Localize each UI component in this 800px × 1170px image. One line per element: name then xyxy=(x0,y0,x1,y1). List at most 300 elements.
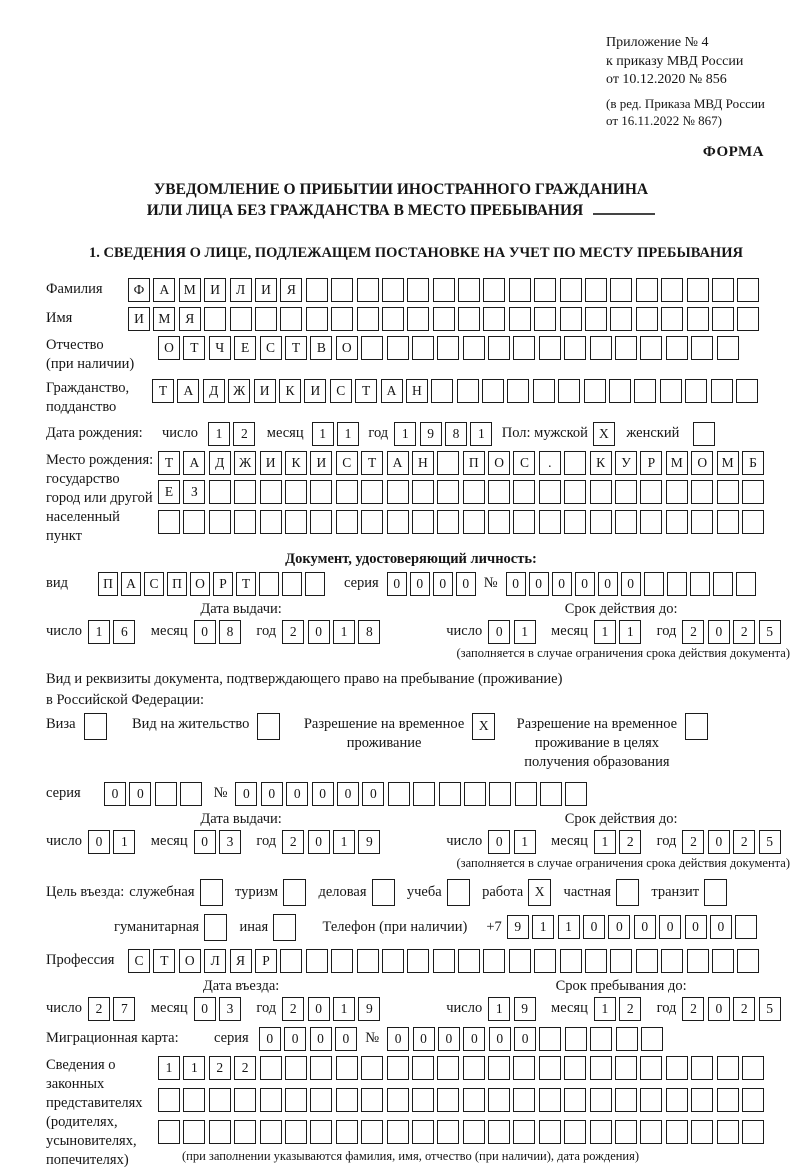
char-cell[interactable]: 1 xyxy=(158,1056,180,1080)
char-cell[interactable] xyxy=(513,336,535,360)
char-cell[interactable] xyxy=(509,278,531,302)
char-cell[interactable]: 0 xyxy=(621,572,641,596)
sex-female-checkbox[interactable] xyxy=(693,422,718,446)
char-cell[interactable] xyxy=(412,1088,434,1112)
char-cell[interactable]: 0 xyxy=(194,997,216,1021)
residence-valid-day-cells[interactable] xyxy=(488,830,539,854)
char-cell[interactable]: Т xyxy=(153,949,175,973)
char-cell[interactable]: О xyxy=(488,451,510,475)
char-cell[interactable]: 0 xyxy=(284,1027,306,1051)
char-cell[interactable] xyxy=(533,379,555,403)
representatives-cells-row3[interactable] xyxy=(158,1120,767,1144)
char-cell[interactable] xyxy=(667,572,687,596)
char-cell[interactable] xyxy=(666,480,688,504)
char-cell[interactable] xyxy=(412,1056,434,1080)
char-cell[interactable] xyxy=(285,1120,307,1144)
char-cell[interactable]: 1 xyxy=(558,915,580,939)
char-cell[interactable] xyxy=(539,336,561,360)
char-cell[interactable] xyxy=(464,782,486,806)
char-cell[interactable] xyxy=(513,1120,535,1144)
char-cell[interactable] xyxy=(539,1056,561,1080)
char-cell[interactable] xyxy=(361,480,383,504)
char-cell[interactable]: 0 xyxy=(634,915,656,939)
char-cell[interactable] xyxy=(717,1088,739,1112)
char-cell[interactable]: 1 xyxy=(333,830,355,854)
char-cell[interactable] xyxy=(361,1088,383,1112)
char-cell[interactable] xyxy=(691,1056,713,1080)
char-cell[interactable] xyxy=(273,914,296,941)
char-cell[interactable] xyxy=(565,782,587,806)
char-cell[interactable] xyxy=(439,782,461,806)
char-cell[interactable] xyxy=(539,510,561,534)
char-cell[interactable] xyxy=(412,480,434,504)
char-cell[interactable] xyxy=(280,307,302,331)
char-cell[interactable] xyxy=(463,480,485,504)
char-cell[interactable] xyxy=(564,480,586,504)
char-cell[interactable] xyxy=(336,510,358,534)
char-cell[interactable] xyxy=(693,422,715,446)
birth-day-cells[interactable] xyxy=(208,422,259,446)
char-cell[interactable] xyxy=(737,949,759,973)
char-cell[interactable] xyxy=(382,307,404,331)
char-cell[interactable]: 0 xyxy=(308,620,330,644)
char-cell[interactable]: М xyxy=(153,307,175,331)
char-cell[interactable] xyxy=(305,572,325,596)
char-cell[interactable]: Р xyxy=(213,572,233,596)
char-cell[interactable]: С xyxy=(144,572,164,596)
char-cell[interactable] xyxy=(539,1120,561,1144)
char-cell[interactable]: 1 xyxy=(337,422,359,446)
char-cell[interactable] xyxy=(742,480,764,504)
char-cell[interactable]: 5 xyxy=(759,997,781,1021)
char-cell[interactable]: 1 xyxy=(514,830,536,854)
char-cell[interactable] xyxy=(666,1056,688,1080)
char-cell[interactable]: Ч xyxy=(209,336,231,360)
char-cell[interactable] xyxy=(431,379,453,403)
char-cell[interactable] xyxy=(666,510,688,534)
char-cell[interactable]: Т xyxy=(236,572,256,596)
char-cell[interactable]: С xyxy=(260,336,282,360)
char-cell[interactable] xyxy=(489,782,511,806)
char-cell[interactable] xyxy=(387,1120,409,1144)
residence-valid-month-cells[interactable] xyxy=(594,830,645,854)
char-cell[interactable]: 0 xyxy=(710,915,732,939)
char-cell[interactable] xyxy=(585,307,607,331)
char-cell[interactable]: X xyxy=(472,713,495,740)
char-cell[interactable] xyxy=(387,1056,409,1080)
doc-series-cells[interactable] xyxy=(387,572,479,596)
char-cell[interactable]: М xyxy=(717,451,739,475)
char-cell[interactable] xyxy=(285,1056,307,1080)
entry-year-cells[interactable] xyxy=(282,997,384,1021)
char-cell[interactable]: 1 xyxy=(619,620,641,644)
char-cell[interactable]: 7 xyxy=(113,997,135,1021)
char-cell[interactable] xyxy=(310,480,332,504)
char-cell[interactable] xyxy=(457,379,479,403)
char-cell[interactable] xyxy=(387,336,409,360)
residence-issue-day-cells[interactable] xyxy=(88,830,139,854)
char-cell[interactable] xyxy=(712,307,734,331)
char-cell[interactable] xyxy=(283,879,306,906)
char-cell[interactable]: Д xyxy=(209,451,231,475)
char-cell[interactable]: 1 xyxy=(470,422,492,446)
doc-valid-year-cells[interactable] xyxy=(682,620,784,644)
char-cell[interactable] xyxy=(691,336,713,360)
char-cell[interactable]: 1 xyxy=(113,830,135,854)
char-cell[interactable] xyxy=(437,451,459,475)
char-cell[interactable]: И xyxy=(255,278,277,302)
char-cell[interactable]: 9 xyxy=(514,997,536,1021)
char-cell[interactable] xyxy=(209,1088,231,1112)
char-cell[interactable]: 1 xyxy=(594,620,616,644)
char-cell[interactable] xyxy=(488,336,510,360)
residence-permit-checkbox[interactable] xyxy=(257,713,283,740)
char-cell[interactable] xyxy=(560,307,582,331)
char-cell[interactable] xyxy=(488,480,510,504)
char-cell[interactable]: 2 xyxy=(209,1056,231,1080)
char-cell[interactable]: У xyxy=(615,451,637,475)
char-cell[interactable] xyxy=(534,278,556,302)
char-cell[interactable] xyxy=(590,336,612,360)
char-cell[interactable]: В xyxy=(310,336,332,360)
birth-place-cells-row3[interactable] xyxy=(158,510,767,534)
purpose-business-checkbox[interactable] xyxy=(372,879,398,906)
char-cell[interactable] xyxy=(412,1120,434,1144)
char-cell[interactable] xyxy=(230,307,252,331)
char-cell[interactable]: П xyxy=(167,572,187,596)
char-cell[interactable] xyxy=(260,1120,282,1144)
char-cell[interactable] xyxy=(640,1056,662,1080)
char-cell[interactable]: 2 xyxy=(682,620,704,644)
purpose-work-checkbox[interactable] xyxy=(528,879,554,906)
char-cell[interactable]: 0 xyxy=(433,572,453,596)
char-cell[interactable] xyxy=(513,1056,535,1080)
char-cell[interactable] xyxy=(433,949,455,973)
char-cell[interactable]: 0 xyxy=(259,1027,281,1051)
char-cell[interactable] xyxy=(640,480,662,504)
char-cell[interactable] xyxy=(717,1056,739,1080)
char-cell[interactable] xyxy=(558,379,580,403)
char-cell[interactable] xyxy=(458,949,480,973)
char-cell[interactable] xyxy=(387,510,409,534)
char-cell[interactable] xyxy=(640,510,662,534)
char-cell[interactable]: С xyxy=(336,451,358,475)
entry-day-cells[interactable] xyxy=(88,997,139,1021)
char-cell[interactable] xyxy=(361,510,383,534)
char-cell[interactable] xyxy=(331,278,353,302)
entry-month-cells[interactable] xyxy=(194,997,245,1021)
char-cell[interactable] xyxy=(615,1088,637,1112)
char-cell[interactable] xyxy=(463,1088,485,1112)
char-cell[interactable] xyxy=(488,1088,510,1112)
char-cell[interactable]: 0 xyxy=(194,620,216,644)
char-cell[interactable] xyxy=(234,1088,256,1112)
visa-checkbox[interactable] xyxy=(84,713,110,740)
char-cell[interactable] xyxy=(661,949,683,973)
char-cell[interactable] xyxy=(539,1027,561,1051)
char-cell[interactable]: 0 xyxy=(708,830,730,854)
char-cell[interactable] xyxy=(433,307,455,331)
stay-year-cells[interactable] xyxy=(682,997,784,1021)
char-cell[interactable] xyxy=(513,480,535,504)
char-cell[interactable] xyxy=(666,1088,688,1112)
char-cell[interactable] xyxy=(234,480,256,504)
char-cell[interactable]: О xyxy=(190,572,210,596)
char-cell[interactable] xyxy=(666,336,688,360)
char-cell[interactable] xyxy=(713,572,733,596)
char-cell[interactable] xyxy=(183,1120,205,1144)
char-cell[interactable]: М xyxy=(179,278,201,302)
char-cell[interactable] xyxy=(742,1120,764,1144)
char-cell[interactable] xyxy=(661,307,683,331)
char-cell[interactable] xyxy=(437,1056,459,1080)
char-cell[interactable]: 0 xyxy=(308,830,330,854)
char-cell[interactable] xyxy=(661,278,683,302)
char-cell[interactable] xyxy=(260,1056,282,1080)
char-cell[interactable] xyxy=(610,949,632,973)
purpose-transit-checkbox[interactable] xyxy=(704,879,730,906)
char-cell[interactable]: 1 xyxy=(594,997,616,1021)
char-cell[interactable] xyxy=(590,1056,612,1080)
char-cell[interactable]: 2 xyxy=(282,620,304,644)
stay-month-cells[interactable] xyxy=(594,997,645,1021)
char-cell[interactable]: 0 xyxy=(387,572,407,596)
birth-place-cells-row1[interactable] xyxy=(158,451,767,475)
char-cell[interactable] xyxy=(736,379,758,403)
char-cell[interactable]: А xyxy=(177,379,199,403)
char-cell[interactable]: 1 xyxy=(208,422,230,446)
representatives-cells-row1[interactable] xyxy=(158,1056,767,1080)
char-cell[interactable]: 0 xyxy=(506,572,526,596)
char-cell[interactable]: И xyxy=(310,451,332,475)
char-cell[interactable] xyxy=(437,1120,459,1144)
char-cell[interactable] xyxy=(259,572,279,596)
char-cell[interactable]: С xyxy=(513,451,535,475)
char-cell[interactable]: 2 xyxy=(733,830,755,854)
char-cell[interactable] xyxy=(640,1088,662,1112)
char-cell[interactable] xyxy=(712,278,734,302)
char-cell[interactable] xyxy=(616,879,639,906)
residence-issue-year-cells[interactable] xyxy=(282,830,384,854)
char-cell[interactable] xyxy=(310,1088,332,1112)
char-cell[interactable] xyxy=(310,1056,332,1080)
char-cell[interactable]: 8 xyxy=(219,620,241,644)
char-cell[interactable]: Е xyxy=(234,336,256,360)
char-cell[interactable] xyxy=(357,307,379,331)
char-cell[interactable] xyxy=(257,713,280,740)
char-cell[interactable]: 1 xyxy=(183,1056,205,1080)
char-cell[interactable]: 0 xyxy=(552,572,572,596)
char-cell[interactable]: 0 xyxy=(438,1027,460,1051)
char-cell[interactable] xyxy=(280,949,302,973)
char-cell[interactable]: 0 xyxy=(310,1027,332,1051)
char-cell[interactable]: 0 xyxy=(488,620,510,644)
char-cell[interactable] xyxy=(155,782,177,806)
doc-number-cells[interactable] xyxy=(506,572,759,596)
birth-year-cells[interactable] xyxy=(394,422,496,446)
char-cell[interactable] xyxy=(513,510,535,534)
char-cell[interactable] xyxy=(463,510,485,534)
purpose-private-checkbox[interactable] xyxy=(616,879,642,906)
char-cell[interactable]: С xyxy=(330,379,352,403)
char-cell[interactable]: 0 xyxy=(463,1027,485,1051)
char-cell[interactable] xyxy=(382,278,404,302)
char-cell[interactable] xyxy=(204,307,226,331)
doc-kind-cells[interactable] xyxy=(98,572,328,596)
char-cell[interactable] xyxy=(407,949,429,973)
char-cell[interactable] xyxy=(704,879,727,906)
char-cell[interactable] xyxy=(565,1027,587,1051)
char-cell[interactable]: 0 xyxy=(608,915,630,939)
char-cell[interactable] xyxy=(310,510,332,534)
char-cell[interactable] xyxy=(634,379,656,403)
char-cell[interactable]: 0 xyxy=(708,997,730,1021)
char-cell[interactable]: 0 xyxy=(194,830,216,854)
char-cell[interactable]: А xyxy=(183,451,205,475)
char-cell[interactable] xyxy=(407,307,429,331)
doc-issue-month-cells[interactable] xyxy=(194,620,245,644)
char-cell[interactable] xyxy=(336,1088,358,1112)
char-cell[interactable] xyxy=(458,278,480,302)
char-cell[interactable] xyxy=(691,1120,713,1144)
char-cell[interactable] xyxy=(711,379,733,403)
char-cell[interactable] xyxy=(372,879,395,906)
char-cell[interactable]: Н xyxy=(406,379,428,403)
char-cell[interactable] xyxy=(458,307,480,331)
char-cell[interactable]: 1 xyxy=(488,997,510,1021)
char-cell[interactable]: 2 xyxy=(682,997,704,1021)
temp-permit-checkbox[interactable] xyxy=(472,713,498,740)
char-cell[interactable] xyxy=(361,336,383,360)
char-cell[interactable]: О xyxy=(158,336,180,360)
char-cell[interactable] xyxy=(712,949,734,973)
char-cell[interactable]: 6 xyxy=(113,620,135,644)
char-cell[interactable] xyxy=(412,336,434,360)
char-cell[interactable] xyxy=(463,1056,485,1080)
char-cell[interactable] xyxy=(590,1088,612,1112)
char-cell[interactable]: Ф xyxy=(128,278,150,302)
char-cell[interactable] xyxy=(616,1027,638,1051)
char-cell[interactable]: 0 xyxy=(129,782,151,806)
char-cell[interactable]: 0 xyxy=(575,572,595,596)
char-cell[interactable] xyxy=(737,278,759,302)
char-cell[interactable] xyxy=(717,1120,739,1144)
char-cell[interactable]: X xyxy=(593,422,615,446)
char-cell[interactable] xyxy=(685,379,707,403)
patronymic-cells[interactable] xyxy=(158,336,742,360)
char-cell[interactable]: 0 xyxy=(583,915,605,939)
migration-series-cells[interactable] xyxy=(259,1027,361,1051)
char-cell[interactable]: М xyxy=(666,451,688,475)
char-cell[interactable] xyxy=(742,510,764,534)
char-cell[interactable]: А xyxy=(121,572,141,596)
char-cell[interactable] xyxy=(590,510,612,534)
char-cell[interactable] xyxy=(585,278,607,302)
char-cell[interactable] xyxy=(564,1120,586,1144)
char-cell[interactable]: И xyxy=(204,278,226,302)
char-cell[interactable]: 0 xyxy=(456,572,476,596)
char-cell[interactable]: Я xyxy=(179,307,201,331)
char-cell[interactable]: 9 xyxy=(420,422,442,446)
char-cell[interactable]: И xyxy=(254,379,276,403)
char-cell[interactable] xyxy=(610,278,632,302)
char-cell[interactable]: П xyxy=(98,572,118,596)
char-cell[interactable] xyxy=(742,1088,764,1112)
char-cell[interactable]: 1 xyxy=(333,997,355,1021)
char-cell[interactable] xyxy=(488,510,510,534)
char-cell[interactable] xyxy=(158,510,180,534)
char-cell[interactable]: И xyxy=(304,379,326,403)
char-cell[interactable]: 0 xyxy=(308,997,330,1021)
char-cell[interactable]: Н xyxy=(412,451,434,475)
char-cell[interactable] xyxy=(285,480,307,504)
char-cell[interactable] xyxy=(158,1088,180,1112)
char-cell[interactable]: Д xyxy=(203,379,225,403)
char-cell[interactable]: 2 xyxy=(234,1056,256,1080)
char-cell[interactable]: Т xyxy=(361,451,383,475)
char-cell[interactable]: Т xyxy=(355,379,377,403)
char-cell[interactable]: П xyxy=(463,451,485,475)
char-cell[interactable] xyxy=(615,336,637,360)
char-cell[interactable]: 0 xyxy=(529,572,549,596)
char-cell[interactable]: 2 xyxy=(682,830,704,854)
char-cell[interactable] xyxy=(534,307,556,331)
char-cell[interactable]: 1 xyxy=(88,620,110,644)
char-cell[interactable] xyxy=(336,1120,358,1144)
char-cell[interactable]: 0 xyxy=(489,1027,511,1051)
char-cell[interactable] xyxy=(200,879,223,906)
purpose-other-checkbox[interactable] xyxy=(273,914,299,941)
char-cell[interactable]: З xyxy=(183,480,205,504)
purpose-humanitarian-checkbox[interactable] xyxy=(204,914,230,941)
char-cell[interactable]: 9 xyxy=(358,997,380,1021)
char-cell[interactable] xyxy=(382,949,404,973)
char-cell[interactable]: Т xyxy=(285,336,307,360)
char-cell[interactable] xyxy=(737,307,759,331)
char-cell[interactable] xyxy=(509,307,531,331)
char-cell[interactable]: 2 xyxy=(88,997,110,1021)
sex-male-checkbox[interactable] xyxy=(593,422,618,446)
char-cell[interactable] xyxy=(234,1120,256,1144)
char-cell[interactable] xyxy=(357,278,379,302)
char-cell[interactable] xyxy=(357,949,379,973)
char-cell[interactable]: Л xyxy=(230,278,252,302)
char-cell[interactable]: 0 xyxy=(235,782,257,806)
char-cell[interactable] xyxy=(717,336,739,360)
char-cell[interactable] xyxy=(584,379,606,403)
char-cell[interactable] xyxy=(260,480,282,504)
char-cell[interactable] xyxy=(615,510,637,534)
migration-number-cells[interactable] xyxy=(387,1027,666,1051)
char-cell[interactable]: Я xyxy=(280,278,302,302)
char-cell[interactable] xyxy=(564,1088,586,1112)
char-cell[interactable] xyxy=(412,510,434,534)
char-cell[interactable] xyxy=(285,510,307,534)
char-cell[interactable] xyxy=(433,278,455,302)
char-cell[interactable]: 1 xyxy=(594,830,616,854)
char-cell[interactable]: 0 xyxy=(337,782,359,806)
char-cell[interactable] xyxy=(687,278,709,302)
purpose-official-checkbox[interactable] xyxy=(200,879,226,906)
char-cell[interactable] xyxy=(513,1088,535,1112)
profession-cells[interactable] xyxy=(128,949,763,973)
char-cell[interactable] xyxy=(437,480,459,504)
char-cell[interactable] xyxy=(666,1120,688,1144)
name-cells[interactable] xyxy=(128,307,763,331)
char-cell[interactable]: 2 xyxy=(619,997,641,1021)
char-cell[interactable] xyxy=(615,1120,637,1144)
purpose-tourism-checkbox[interactable] xyxy=(283,879,309,906)
